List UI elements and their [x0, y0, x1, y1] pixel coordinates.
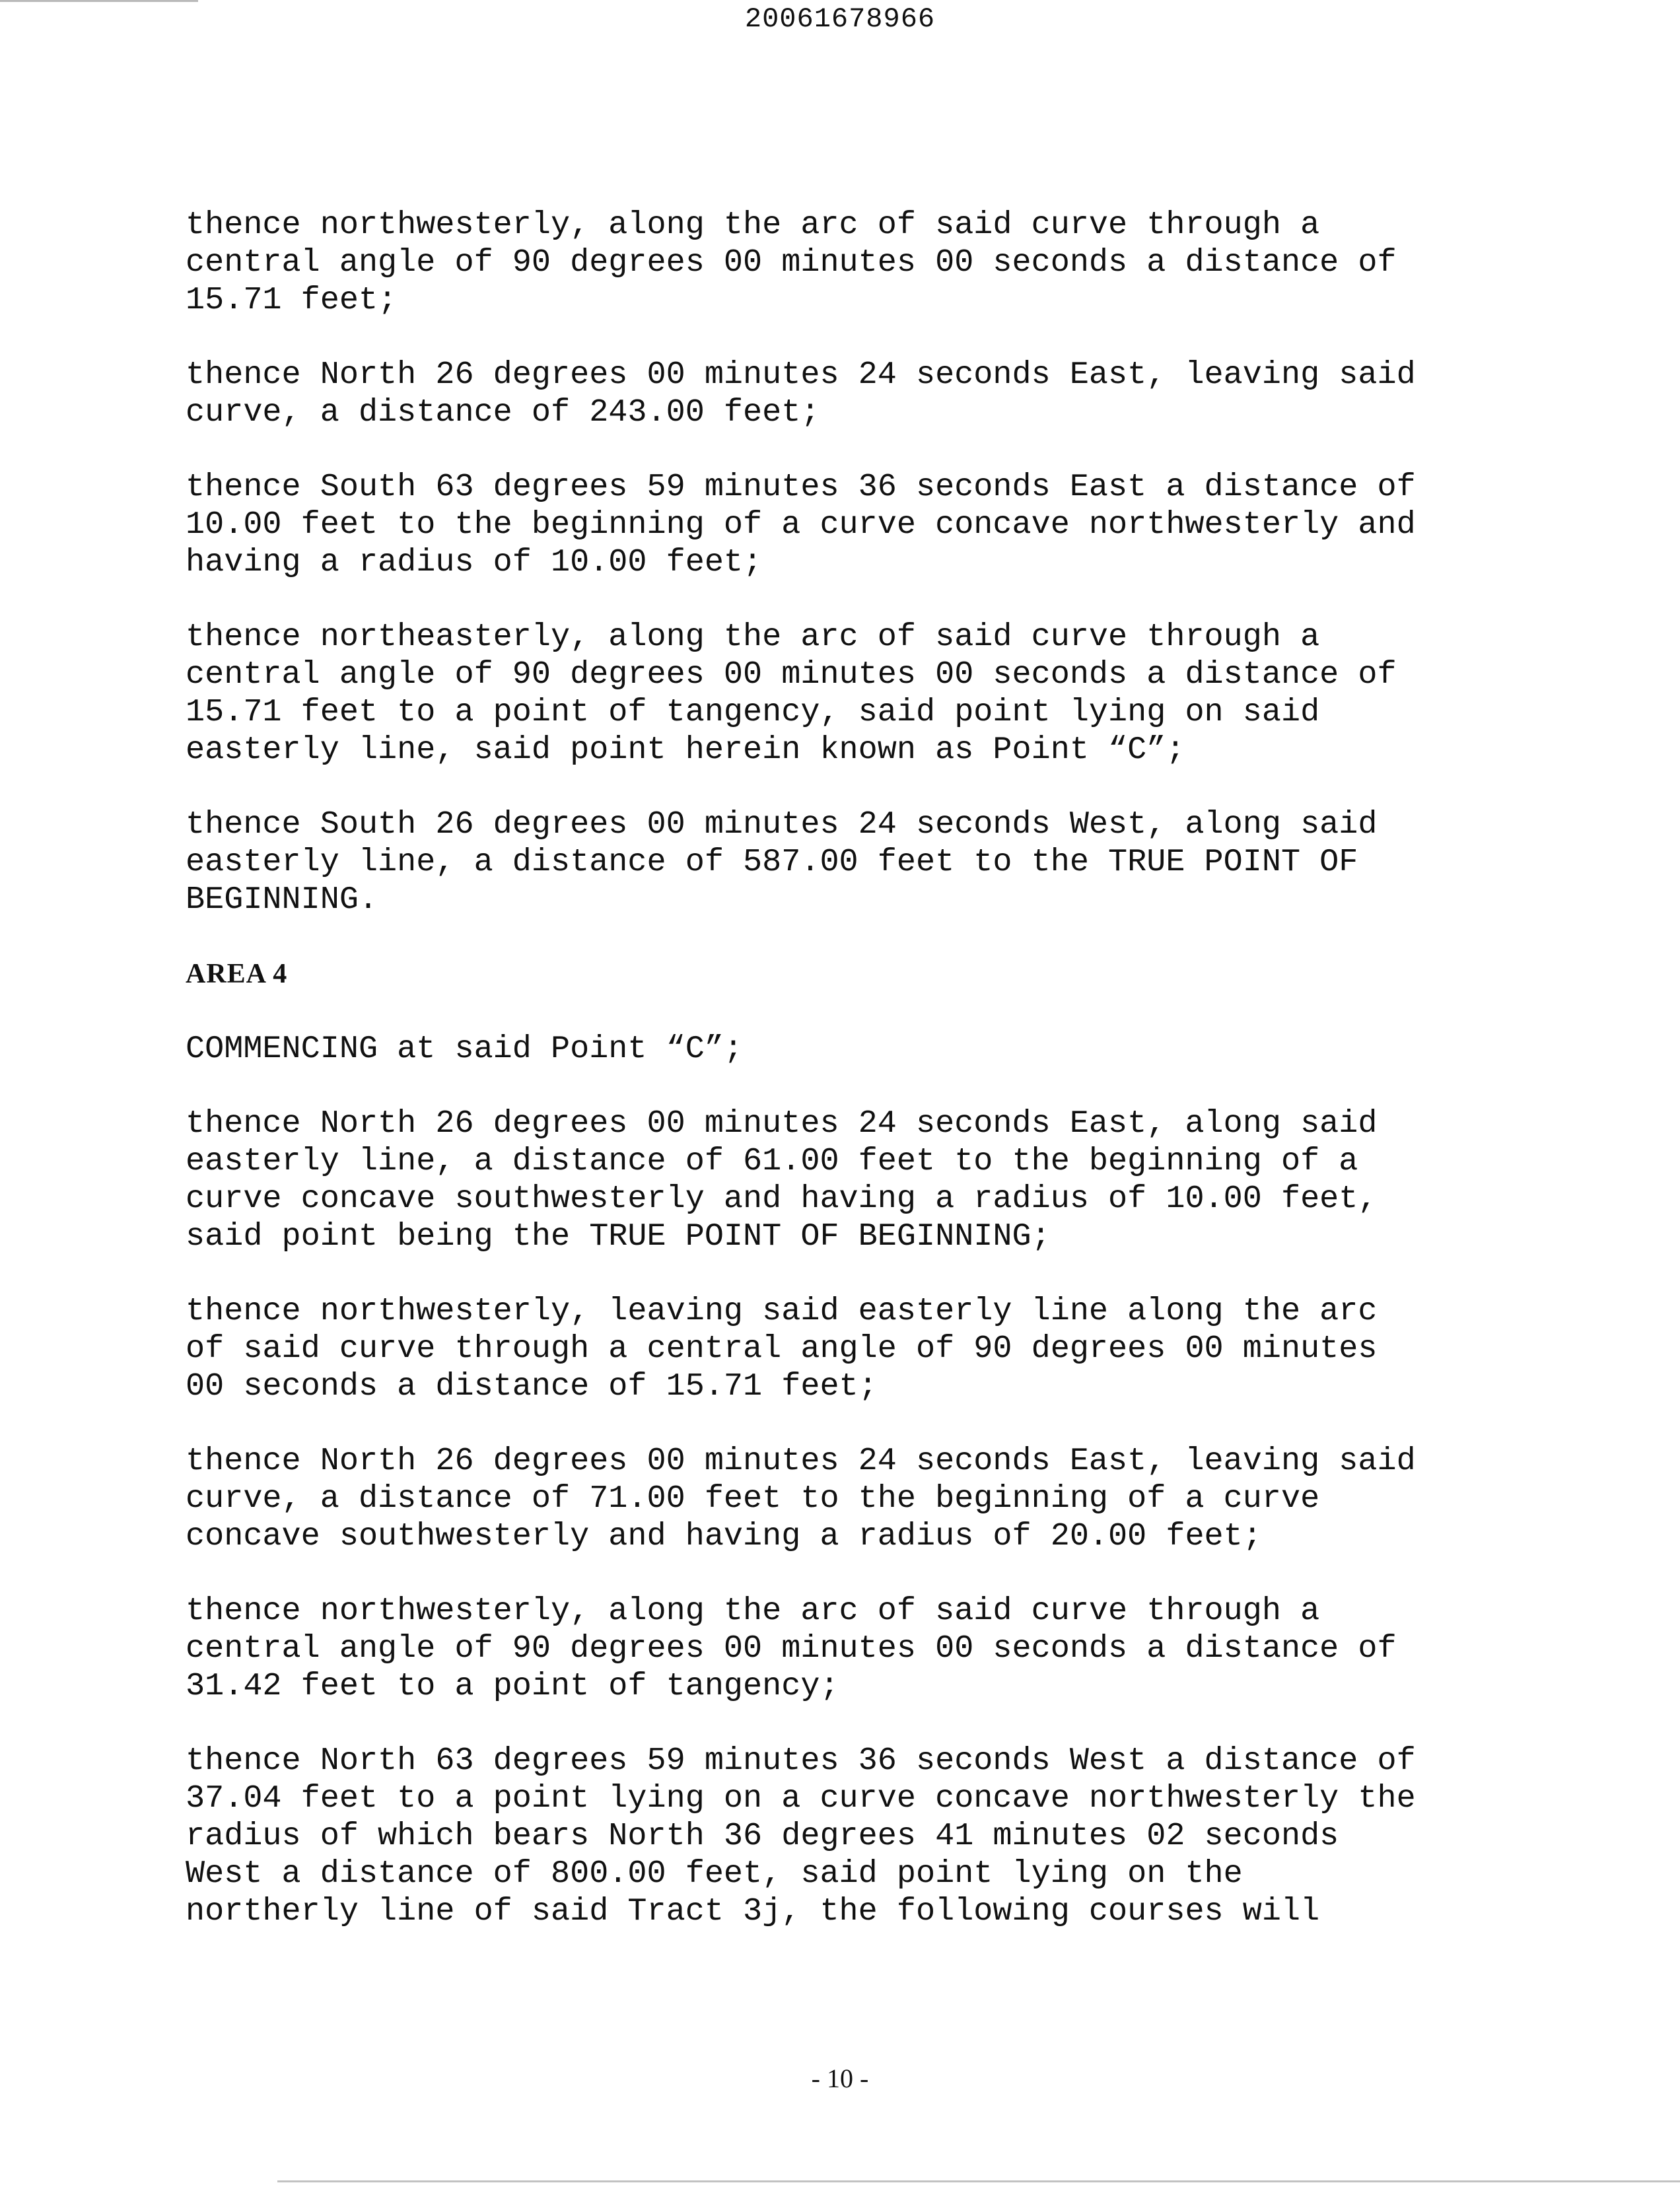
text-line: COMMENCING at said Point “C”;	[186, 1031, 744, 1067]
text-line: central angle of 90 degrees 00 minutes 00 seconds a distance of	[186, 1630, 1397, 1667]
text-line: easterly line, a distance of 61.00 feet to the beginning of a	[186, 1143, 1358, 1179]
text-line: 15.71 feet to a point of tangency, said point lying on said	[186, 694, 1320, 730]
section-heading-area-4: AREA 4	[186, 959, 288, 989]
text-line: BEGINNING.	[186, 882, 378, 918]
text-line: radius of which bears North 36 degrees 41 minutes 02 seconds	[186, 1818, 1339, 1854]
paragraph-course	[186, 806, 1506, 919]
scan-edge-top	[0, 0, 198, 2]
text-line: thence northwesterly, along the arc of said curve through a	[186, 1593, 1320, 1629]
paragraph-course	[186, 618, 1506, 769]
text-line: thence northwesterly, along the arc of said curve through a	[186, 207, 1320, 243]
text-line: concave southwesterly and having a radius of 20.00 feet;	[186, 1518, 1262, 1554]
legal-description-body	[186, 206, 1506, 1967]
text-line: thence North 26 degrees 00 minutes 24 seconds East, leaving said	[186, 357, 1416, 393]
text-line: thence South 26 degrees 00 minutes 24 seconds West, along said	[186, 806, 1378, 843]
text-line: northerly line of said Tract 3j, the following courses will	[186, 1893, 1320, 1929]
paragraph-course	[186, 206, 1506, 319]
text-line: thence North 26 degrees 00 minutes 24 seconds East, along said	[186, 1105, 1378, 1142]
text-line: 31.42 feet to a point of tangency;	[186, 1668, 839, 1704]
paragraph-commencing	[186, 1030, 1506, 1068]
text-line: curve concave southwesterly and having a radius of 10.00 feet,	[186, 1181, 1378, 1217]
text-line: easterly line, said point herein known as Point “C”;	[186, 732, 1185, 768]
text-line: said point being the TRUE POINT OF BEGINNING;	[186, 1218, 1051, 1255]
paragraph-course	[186, 1292, 1506, 1405]
text-line: 00 seconds a distance of 15.71 feet;	[186, 1368, 878, 1405]
text-line: easterly line, a distance of 587.00 feet to the TRUE POINT OF	[186, 844, 1358, 880]
text-line: thence northeasterly, along the arc of said curve through a	[186, 619, 1320, 655]
text-line: thence North 26 degrees 00 minutes 24 seconds East, leaving said	[186, 1443, 1416, 1479]
text-line: 15.71 feet;	[186, 282, 398, 318]
text-line: curve, a distance of 243.00 feet;	[186, 394, 820, 431]
text-line: central angle of 90 degrees 00 minutes 00 seconds a distance of	[186, 656, 1397, 693]
paragraph-course	[186, 1442, 1506, 1555]
paragraph-course	[186, 356, 1506, 431]
paragraph-course	[186, 1742, 1506, 1930]
text-line: thence North 63 degrees 59 minutes 36 seconds West a distance of	[186, 1743, 1416, 1779]
paragraph-course	[186, 468, 1506, 581]
scan-edge-bottom	[277, 2180, 1680, 2182]
text-line: 10.00 feet to the beginning of a curve concave northwesterly and	[186, 506, 1416, 543]
text-line: 37.04 feet to a point lying on a curve concave northwesterly the	[186, 1780, 1416, 1817]
text-line: curve, a distance of 71.00 feet to the beginning of a curve	[186, 1480, 1320, 1517]
page-number: - 10 -	[811, 2064, 869, 2093]
text-line: of said curve through a central angle of 90 degrees 00 minutes	[186, 1331, 1378, 1367]
text-line: having a radius of 10.00 feet;	[186, 544, 763, 580]
text-line: central angle of 90 degrees 00 minutes 00 seconds a distance of	[186, 244, 1397, 281]
text-line: thence South 63 degrees 59 minutes 36 seconds East a distance of	[186, 469, 1416, 505]
document-number: 20061678966	[744, 3, 936, 35]
paragraph-course	[186, 1105, 1506, 1255]
text-line: West a distance of 800.00 feet, said point lying on the	[186, 1856, 1243, 1892]
text-line: thence northwesterly, leaving said easterly line along the arc	[186, 1293, 1378, 1329]
paragraph-course	[186, 1592, 1506, 1705]
